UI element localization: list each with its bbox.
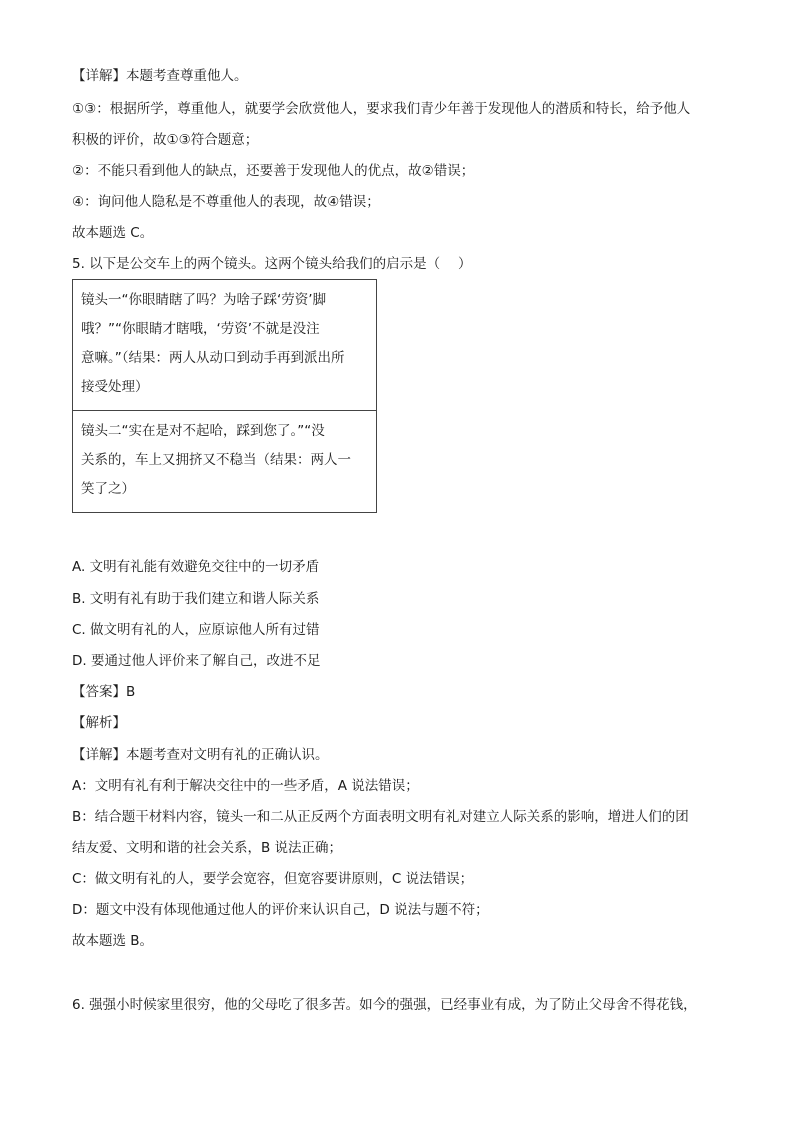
scene-two-line: 关系的，车上又拥挤又不稳当（结果：两人一 [81,452,351,468]
prev-analysis-line: ①③：根据所学，尊重他人，就要学会欣赏他人，要求我们青少年善于发现他人的潜质和特长，给予他人 [72,101,691,117]
analysis-label: 【解析】 [72,715,126,731]
option-d: D. 要通过他人评价来了解自己，改进不足 [72,653,321,669]
explain-b: B：结合题干材料内容，镜头一和二从正反两个方面表明文明有礼对建立人际关系的影响，增进人们的团 [72,809,689,825]
scene-one-line: 哦？”“你眼睛才瞎哦，‘劳资’不就是没注 [81,321,320,337]
scene-two-line: 镜头二“实在是对不起哈，踩到您了。”“没 [81,423,325,439]
scene-two-cell [73,411,376,512]
question-6-stem: 6. 强强小时候家里很穷，他的父母吃了很多苦。如今的强强，已经事业有成，为了防止父母舍不得花钱， [72,997,697,1013]
question-5-stem: 5. 以下是公交车上的两个镜头。这两个镜头给我们的启示是（ ） [72,256,472,272]
prev-detail: 【详解】本题考查尊重他人。 [72,68,248,84]
option-b: B. 文明有礼有助于我们建立和谐人际关系 [72,591,320,607]
explain-d: D：题文中没有体现他通过他人的评价来认识自己，D 说法与题不符； [72,902,489,918]
q5-conclusion: 故本题选 B。 [72,933,154,949]
scene-one-line: 接受处理） [81,379,149,395]
explain-a: A：文明有礼有利于解决交往中的一些矛盾，A 说法错误； [72,778,419,794]
option-c: C. 做文明有礼的人，应原谅他人所有过错 [72,622,320,638]
explain-b: 结友爱、文明和谐的社会关系，B 说法正确； [72,840,343,856]
scene-one-line: 意嘛。”（结果：两人从动口到动手再到派出所 [81,350,345,366]
prev-analysis-line: ②：不能只看到他人的缺点，还要善于发现他人的优点，故②错误； [72,163,475,179]
prev-analysis-line: 积极的评价，故①③符合题意； [72,132,259,148]
scene-one-line: 镜头一“你眼睛瞎了吗？为啥子踩‘劳资’脚 [81,292,327,308]
scene-table [72,279,377,513]
option-a: A. 文明有礼能有效避免交往中的一切矛盾 [72,559,320,575]
prev-conclusion: 故本题选 C。 [72,225,154,241]
scene-two-line: 笑了之） [81,481,135,497]
explain-c: C：做文明有礼的人，要学会宽容，但宽容要讲原则，C 说法错误； [72,871,474,887]
scene-one-cell [73,280,376,411]
prev-analysis-line: ④：询问他人隐私是不尊重他人的表现，故④错误； [72,194,380,210]
answer-label: 【答案】B [72,684,136,700]
detail-label: 【详解】本题考查对文明有礼的正确认识。 [72,747,329,763]
